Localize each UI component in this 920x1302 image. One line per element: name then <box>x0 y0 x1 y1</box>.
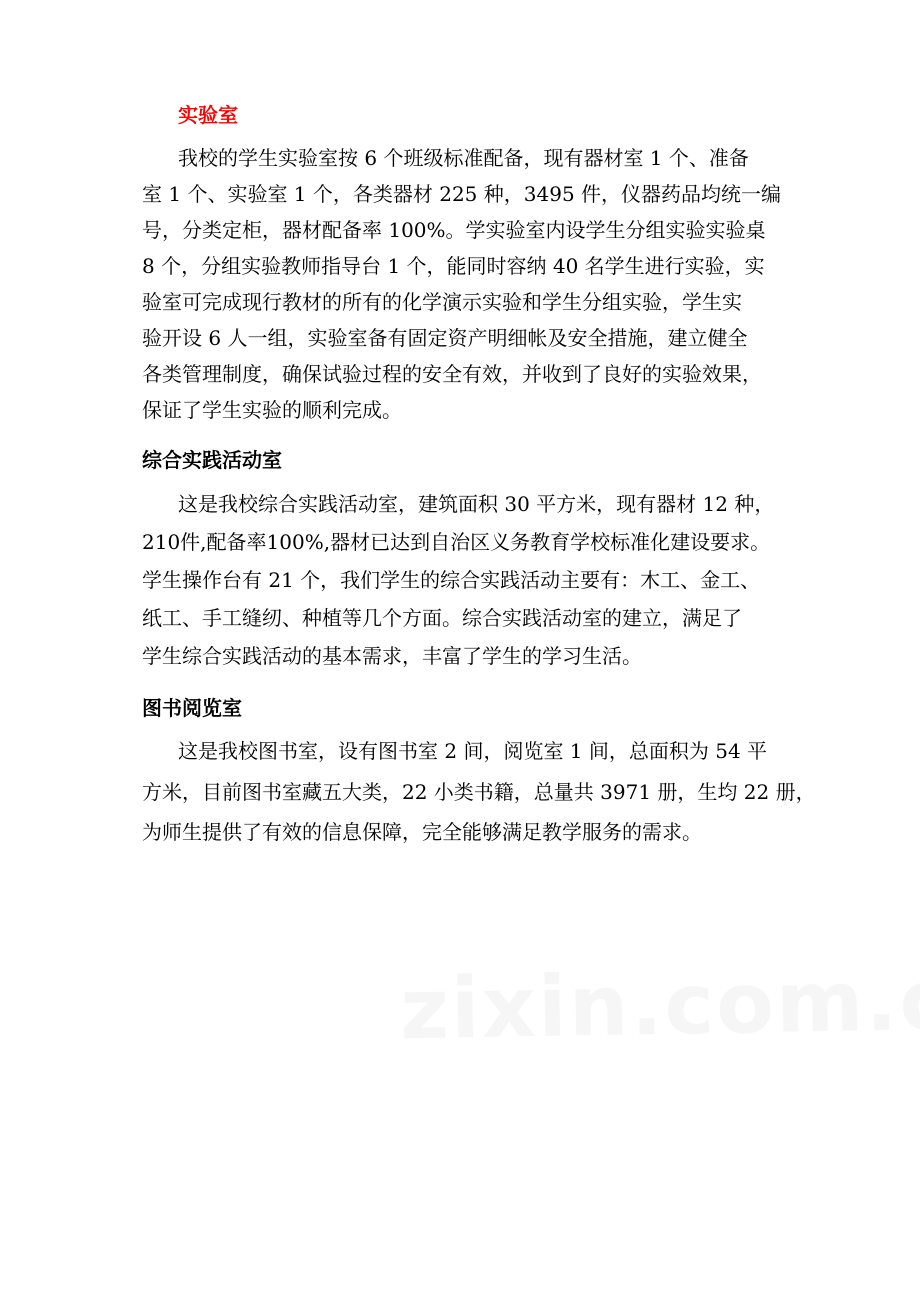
paragraph-line: 我校的学生实验室按 6 个班级标准配备，现有器材室 1 个、准备 <box>178 146 749 170</box>
paragraph-line: 保证了学生实验的顺利完成。 <box>142 398 402 422</box>
paragraph-line: 纸工、手工缝纫、种植等几个方面。综合实践活动室的建立，满足了 <box>142 606 742 630</box>
paragraph-line: 210件,配备率100%,器材已达到自治区义务教育学校标准化建设要求。 <box>142 530 771 554</box>
paragraph-line: 为师生提供了有效的信息保障，完全能够满足教学服务的需求。 <box>142 820 702 844</box>
paragraph-line: 学生操作台有 21 个，我们学生的综合实践活动主要有：木工、金工、 <box>142 568 761 592</box>
paragraph-line: 学生综合实践活动的基本需求，丰富了学生的学习生活。 <box>142 644 642 668</box>
section-title-practice-room: 综合实践活动室 <box>142 448 282 472</box>
paragraph-line: 方米，目前图书室藏五大类，22 小类书籍，总量共 3971 册，生均 22 册， <box>142 780 816 804</box>
paragraph-line: 8 个，分组实验教师指导台 1 个，能同时容纳 40 名学生进行实验，实 <box>142 254 765 278</box>
paragraph-line: 各类管理制度，确保试验过程的安全有效，并收到了良好的实验效果， <box>142 362 762 386</box>
section-title-library: 图书阅览室 <box>142 696 242 720</box>
paragraph-line: 室 1 个、实验室 1 个，各类器材 225 种，3495 件，仪器药品均统一编 <box>142 182 782 206</box>
paragraph-line: 这是我校综合实践活动室，建筑面积 30 平方米，现有器材 12 种， <box>178 492 775 516</box>
paragraph-line: 验室可完成现行教材的所有的化学演示实验和学生分组实验，学生实 <box>142 290 742 314</box>
watermark <box>399 950 920 1059</box>
paragraph-line: 验开设 6 人一组，实验室备有固定资产明细帐及安全措施，建立健全 <box>142 326 748 350</box>
paragraph-line: 这是我校图书室，设有图书室 2 间，阅览室 1 间，总面积为 54 平 <box>178 739 768 763</box>
section-title-lab: 实验室 <box>178 103 238 127</box>
paragraph-line: 号，分类定柜，器材配备率 100%。学实验室内设学生分组实验实验桌 <box>142 218 766 242</box>
